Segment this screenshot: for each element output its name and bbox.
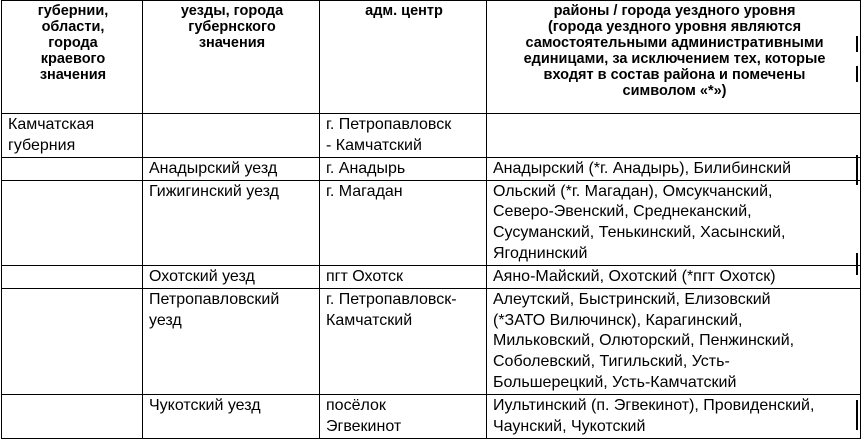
header-districts-text: районы / города уездного уровня (города уездного уровня являются самостоятельными административными единицами, за исключением тех, которые входят в состав района и помечены символом «*»)	[523, 3, 826, 99]
header-uyezd	[143, 1, 320, 114]
cell-region	[2, 180, 143, 265]
cell-districts: Анадырский (*г. Анадырь), Билибинский	[487, 157, 861, 180]
table-row	[2, 180, 861, 265]
cell-districts: Иультинский (п. Эгвекинот), Провиденский, Чаунский, Чукотский	[487, 394, 861, 438]
cell-uyezd: Охотский уезд	[143, 265, 320, 288]
header-region-text: губернии, области, города краевого значения	[37, 3, 109, 83]
header-region	[2, 1, 143, 114]
table-header-row	[2, 1, 861, 114]
page-edge-mark	[856, 253, 858, 275]
cell-region	[2, 265, 143, 288]
cell-center: посёлок Эгвекинот	[320, 394, 487, 438]
cell-center: г. Анадырь	[320, 157, 487, 180]
cell-districts: Аяно-Майский, Охотский (*пгт Охотск)	[487, 265, 861, 288]
cell-uyezd	[143, 114, 320, 158]
cell-districts: Алеутский, Быстринский, Елизовский (*ЗАТО Вилючинск), Карагинский, Мильковский, Олюторский, Пенжинский, Соболевский, Тигильский, Усть- Большерецкий, Усть-Камчатский	[487, 288, 861, 394]
cell-region: Камчатская губерния	[2, 114, 143, 158]
cell-districts	[487, 114, 861, 158]
page-edge-mark	[856, 66, 858, 82]
page-edge-mark	[856, 400, 858, 430]
cell-center: г. Петропавловск - Камчатский	[320, 114, 487, 158]
cell-region	[2, 157, 143, 180]
table-row	[2, 288, 861, 394]
cell-center: г. Петропавловск- Камчатский	[320, 288, 487, 394]
cell-center: г. Магадан	[320, 180, 487, 265]
table-row	[2, 114, 861, 158]
cell-uyezd: Чукотский уезд	[143, 394, 320, 438]
page-edge-mark	[856, 36, 858, 52]
cell-uyezd: Анадырский уезд	[143, 157, 320, 180]
cell-region	[2, 394, 143, 438]
cell-region	[2, 288, 143, 394]
table-row	[2, 265, 861, 288]
cell-center: пгт Охотск	[320, 265, 487, 288]
table-row	[2, 394, 861, 438]
cell-districts: Ольский (*г. Магадан), Омсукчанский, Северо-Эвенский, Среднеканский, Сусуманский, Тенькинский, Хасынский, Ягоднинский	[487, 180, 861, 265]
header-uyezd-text: уезды, города губернского значения	[180, 3, 284, 51]
cell-uyezd: Гижигинский уезд	[143, 180, 320, 265]
header-districts	[487, 1, 861, 114]
table-row	[2, 157, 861, 180]
header-admin-center	[320, 1, 487, 114]
cell-uyezd: Петропавловский уезд	[143, 288, 320, 394]
admin-division-table	[1, 0, 861, 439]
header-admin-center-text: адм. центр	[365, 3, 443, 19]
page-edge-mark	[856, 155, 858, 185]
